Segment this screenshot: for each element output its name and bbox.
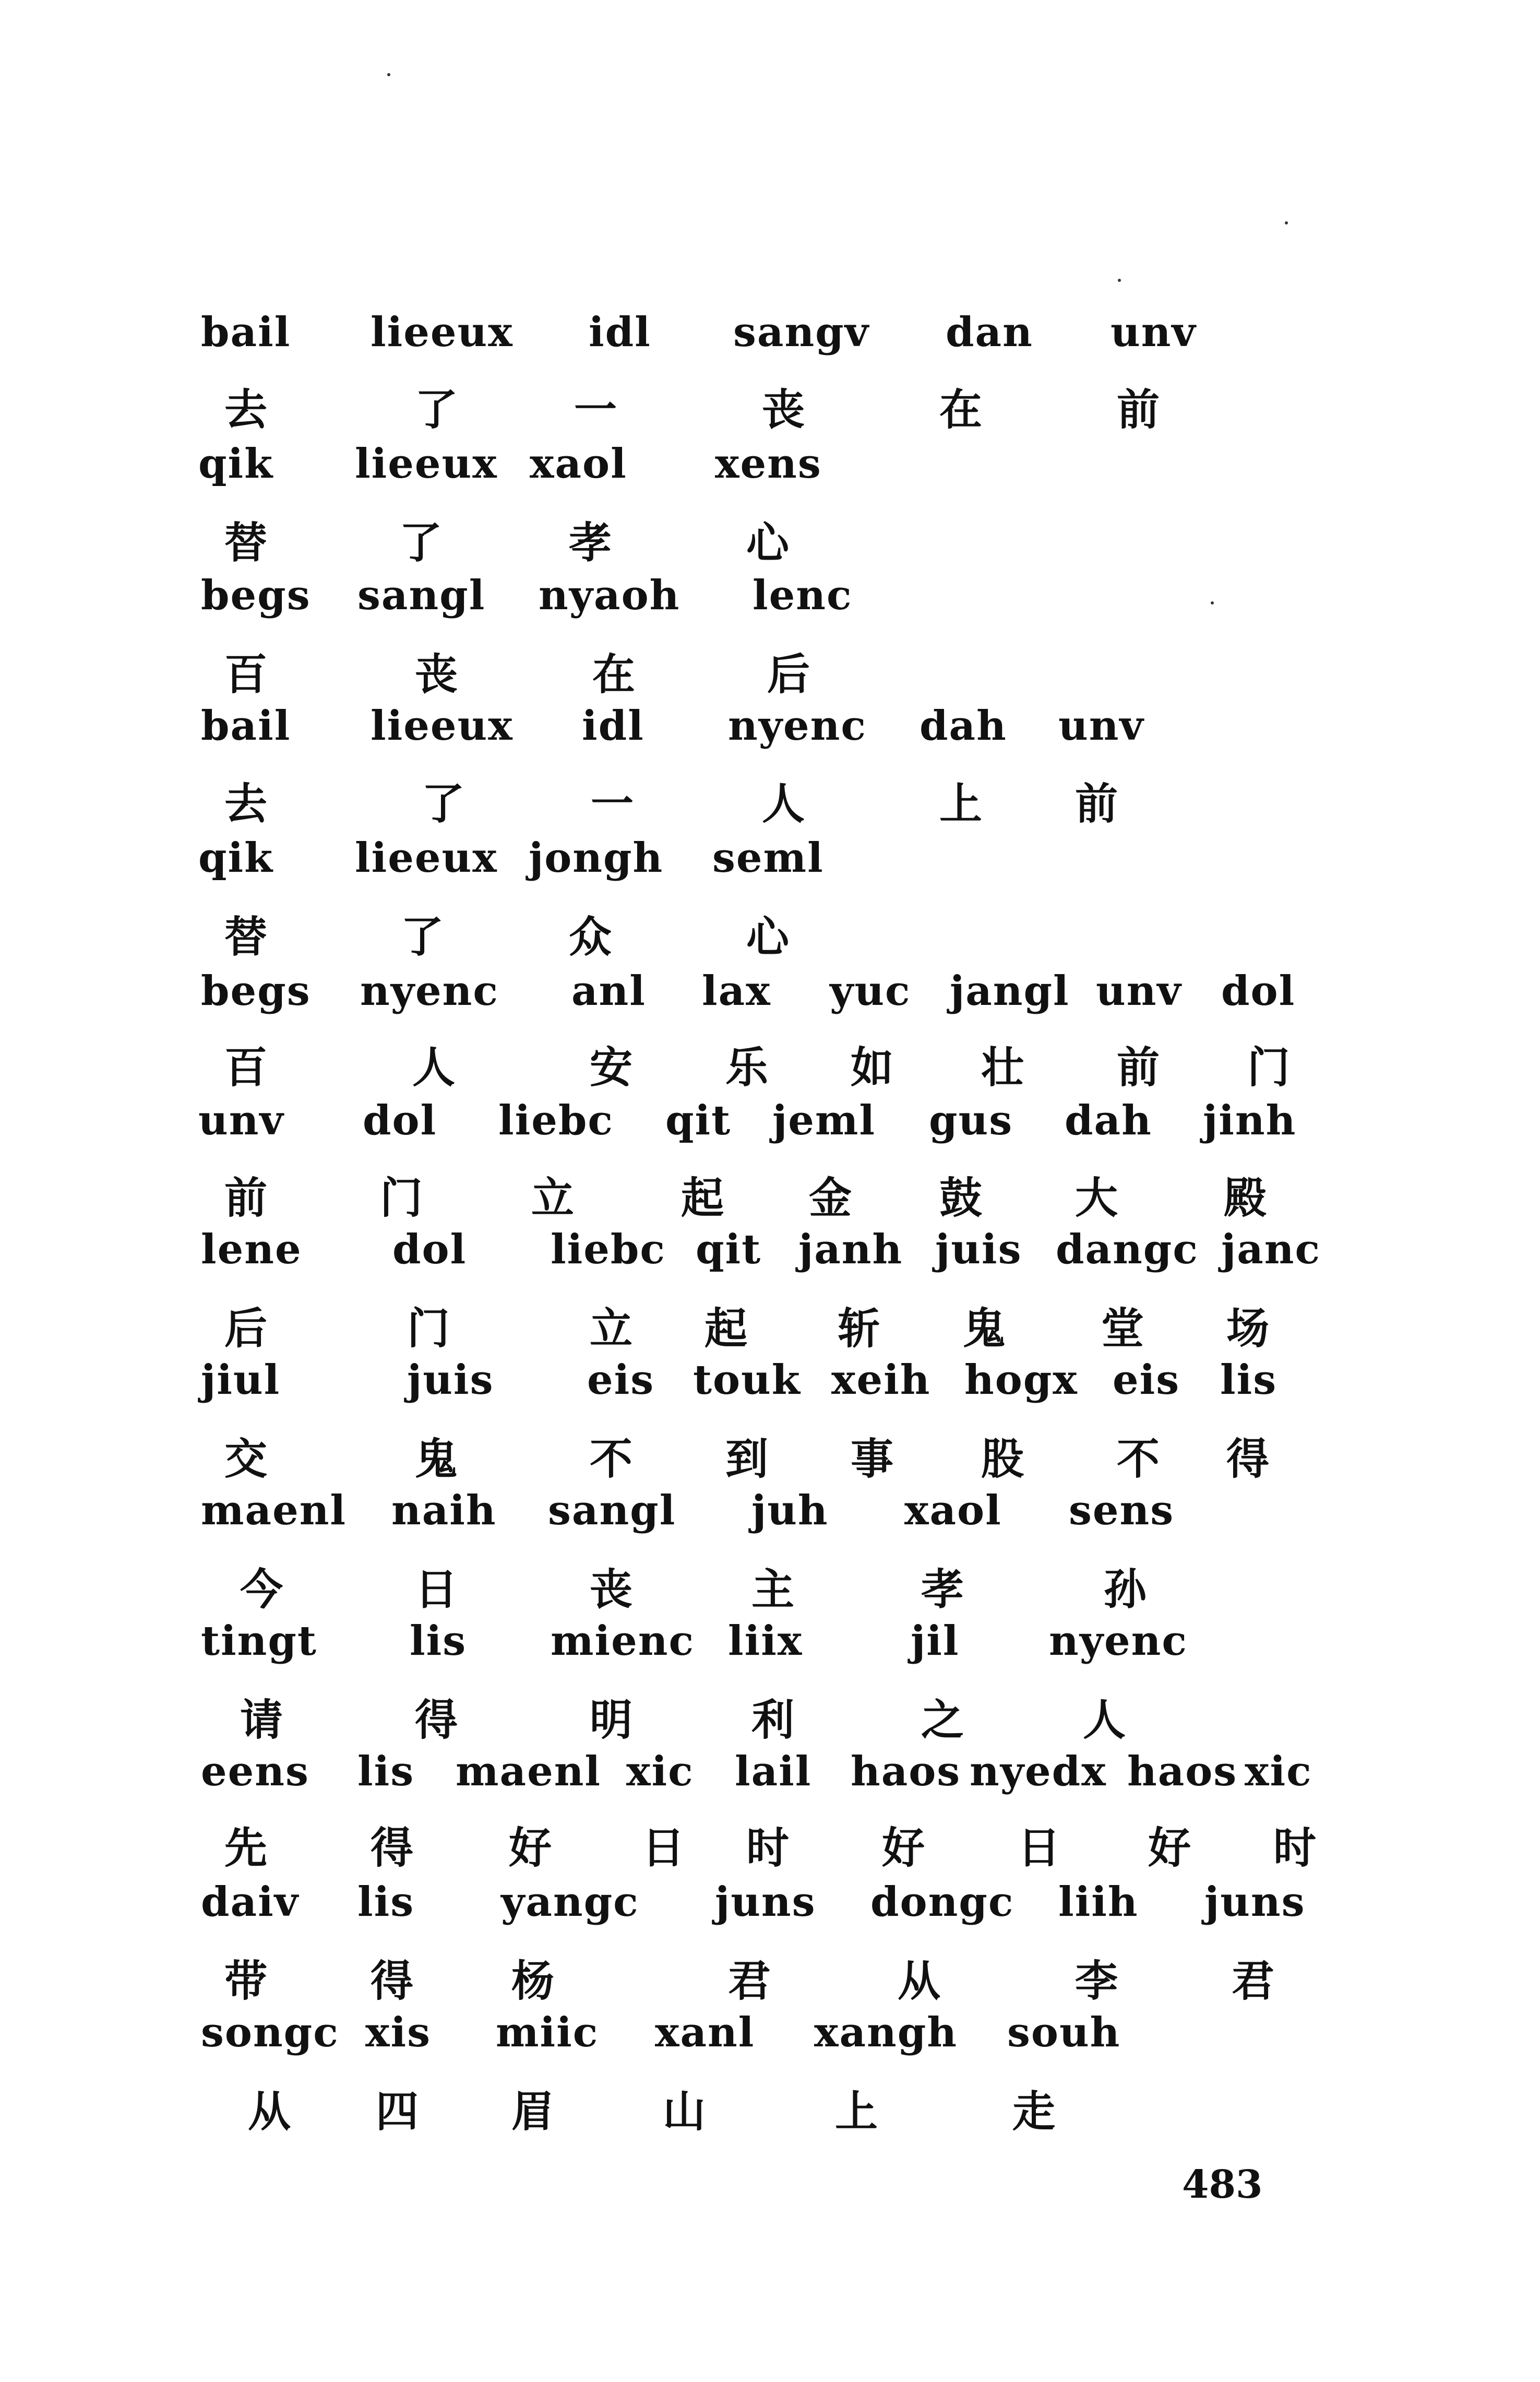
romanized-word: begs bbox=[201, 967, 311, 1015]
chinese-char: 后 bbox=[224, 1304, 268, 1354]
romanized-word: lis bbox=[357, 1878, 415, 1926]
romanized-word: daiv bbox=[201, 1878, 300, 1926]
chinese-char: 君 bbox=[1232, 1957, 1275, 2006]
chinese-char: 日 bbox=[1018, 1823, 1061, 1873]
romanized-word: dangc bbox=[1056, 1226, 1199, 1273]
romanized-word: lene bbox=[201, 1226, 302, 1273]
chinese-char: 上 bbox=[939, 779, 983, 829]
romanized-line bbox=[0, 702, 1540, 784]
romanized-word: jiul bbox=[201, 1356, 281, 1404]
romanized-word: lieeux bbox=[371, 309, 514, 356]
chinese-char: 门 bbox=[380, 1174, 423, 1223]
chinese-char: 了 bbox=[415, 385, 458, 435]
romanized-word: jinh bbox=[1203, 1097, 1297, 1144]
romanized-word: bail bbox=[201, 309, 291, 356]
romanized-word: nyenc bbox=[1049, 1617, 1188, 1665]
chinese-char: 明 bbox=[590, 1696, 633, 1745]
romanized-line bbox=[0, 1226, 1540, 1308]
chinese-char: 孙 bbox=[1104, 1565, 1147, 1615]
romanized-line bbox=[0, 440, 1540, 522]
romanized-word: gus bbox=[929, 1097, 1013, 1144]
romanized-line bbox=[0, 967, 1540, 1049]
romanized-word: xis bbox=[365, 2009, 432, 2056]
chinese-char: 利 bbox=[751, 1696, 795, 1745]
romanized-word: qit bbox=[696, 1226, 762, 1273]
chinese-char: 门 bbox=[1247, 1043, 1291, 1093]
chinese-char: 杨 bbox=[511, 1957, 555, 2006]
romanized-word: naih bbox=[391, 1487, 497, 1534]
print-speck bbox=[387, 73, 390, 76]
chinese-char: 心 bbox=[746, 518, 790, 568]
romanized-word: lis bbox=[410, 1617, 467, 1665]
chinese-char: 鬼 bbox=[415, 1435, 458, 1484]
chinese-char: 安 bbox=[590, 1043, 633, 1093]
romanized-word: lenc bbox=[753, 572, 853, 619]
romanized-word: qit bbox=[665, 1097, 732, 1144]
chinese-char: 请 bbox=[240, 1696, 283, 1745]
chinese-char: 前 bbox=[1075, 779, 1118, 829]
chinese-char: 在 bbox=[939, 385, 983, 435]
chinese-char: 好 bbox=[509, 1823, 552, 1873]
chinese-char: 到 bbox=[725, 1435, 769, 1484]
chinese-char: 鼓 bbox=[939, 1174, 983, 1223]
chinese-char: 金 bbox=[809, 1174, 852, 1223]
chinese-char: 乐 bbox=[725, 1043, 769, 1093]
chinese-char: 心 bbox=[746, 912, 790, 962]
chinese-char: 起 bbox=[681, 1174, 724, 1223]
romanized-word: jangl bbox=[950, 967, 1070, 1015]
romanized-word: haos bbox=[1127, 1748, 1238, 1795]
romanized-word: maenl bbox=[201, 1487, 347, 1534]
chinese-char: 从 bbox=[898, 1957, 941, 2006]
chinese-char: 起 bbox=[705, 1304, 748, 1354]
chinese-char: 四 bbox=[376, 2087, 419, 2137]
chinese-char: 去 bbox=[224, 779, 268, 829]
print-speck bbox=[1118, 279, 1121, 282]
chinese-char: 孝 bbox=[921, 1565, 964, 1615]
romanized-word: miic bbox=[496, 2009, 599, 2056]
chinese-char: 丧 bbox=[590, 1565, 633, 1615]
romanized-word: mienc bbox=[551, 1617, 695, 1665]
chinese-char: 事 bbox=[851, 1435, 894, 1484]
romanized-word: liebc bbox=[498, 1097, 614, 1144]
romanized-word: lail bbox=[735, 1748, 812, 1795]
chinese-char: 百 bbox=[224, 1043, 268, 1093]
romanized-line bbox=[0, 572, 1540, 654]
romanized-word: dol bbox=[363, 1097, 437, 1144]
chinese-char: 山 bbox=[663, 2087, 706, 2137]
chinese-char: 百 bbox=[224, 650, 268, 700]
chinese-char: 主 bbox=[751, 1565, 795, 1615]
romanized-word: sens bbox=[1069, 1487, 1175, 1534]
chinese-char: 立 bbox=[590, 1304, 633, 1354]
romanized-word: xeih bbox=[831, 1356, 931, 1404]
romanized-word: nyedx bbox=[970, 1748, 1107, 1795]
chinese-char: 人 bbox=[412, 1043, 456, 1093]
chinese-char: 时 bbox=[746, 1823, 790, 1873]
romanized-word: xic bbox=[1245, 1748, 1312, 1795]
romanized-word: qik bbox=[198, 834, 274, 882]
romanized-word: xanl bbox=[655, 2009, 755, 2056]
romanized-word: xens bbox=[715, 440, 822, 488]
romanized-word: begs bbox=[201, 572, 311, 619]
romanized-word: lieeux bbox=[355, 834, 498, 882]
romanized-word: janh bbox=[798, 1226, 903, 1273]
chinese-char: 前 bbox=[1117, 385, 1160, 435]
chinese-char: 上 bbox=[835, 2087, 878, 2137]
chinese-char: 眉 bbox=[511, 2087, 555, 2137]
romanized-word: juis bbox=[935, 1226, 1022, 1273]
romanized-word: nyenc bbox=[728, 702, 867, 750]
romanized-word: idl bbox=[589, 309, 651, 356]
chinese-char: 如 bbox=[851, 1043, 894, 1093]
print-speck bbox=[1211, 601, 1214, 605]
romanized-word: touk bbox=[693, 1356, 801, 1404]
chinese-char: 殿 bbox=[1224, 1174, 1267, 1223]
romanized-word: songc bbox=[201, 2009, 339, 2056]
romanized-line bbox=[0, 2009, 1540, 2091]
chinese-char: 在 bbox=[592, 650, 636, 700]
chinese-char: 一 bbox=[574, 385, 617, 435]
chinese-char: 得 bbox=[371, 1957, 414, 2006]
chinese-char: 先 bbox=[224, 1823, 268, 1873]
chinese-char: 今 bbox=[240, 1565, 283, 1615]
romanized-word: unv bbox=[1096, 967, 1182, 1015]
chinese-char: 不 bbox=[1117, 1435, 1160, 1484]
romanized-word: nyenc bbox=[360, 967, 499, 1015]
chinese-char: 李 bbox=[1075, 1957, 1118, 2006]
chinese-char: 去 bbox=[224, 385, 268, 435]
romanized-word: juns bbox=[1204, 1878, 1306, 1926]
romanized-word: dol bbox=[392, 1226, 467, 1273]
chinese-line bbox=[0, 2087, 1540, 2169]
romanized-word: juh bbox=[751, 1487, 829, 1534]
chinese-char: 得 bbox=[1226, 1435, 1270, 1484]
chinese-char: 好 bbox=[882, 1823, 925, 1873]
romanized-line bbox=[0, 1097, 1540, 1179]
romanized-word: dah bbox=[920, 702, 1007, 750]
chinese-char: 前 bbox=[1117, 1043, 1160, 1093]
romanized-word: jongh bbox=[529, 834, 664, 882]
romanized-word: qik bbox=[198, 440, 274, 488]
romanized-word: sangv bbox=[733, 309, 870, 356]
romanized-word: sangl bbox=[548, 1487, 676, 1534]
chinese-char: 交 bbox=[224, 1435, 268, 1484]
romanized-word: unv bbox=[198, 1097, 284, 1144]
romanized-line bbox=[0, 1356, 1540, 1438]
chinese-char: 门 bbox=[407, 1304, 450, 1354]
chinese-char: 堂 bbox=[1101, 1304, 1144, 1354]
romanized-line bbox=[0, 1617, 1540, 1699]
romanized-word: juns bbox=[715, 1878, 816, 1926]
romanized-word: hogx bbox=[964, 1356, 1078, 1404]
romanized-word: nyaoh bbox=[539, 572, 681, 619]
romanized-word: lieeux bbox=[371, 702, 514, 750]
chinese-char: 立 bbox=[531, 1174, 575, 1223]
chinese-char: 替 bbox=[224, 912, 268, 962]
romanized-word: anl bbox=[571, 967, 646, 1015]
chinese-char: 带 bbox=[224, 1957, 268, 2006]
romanized-word: lis bbox=[1220, 1356, 1278, 1404]
romanized-word: lis bbox=[357, 1748, 415, 1795]
chinese-char: 斩 bbox=[838, 1304, 881, 1354]
chinese-char: 了 bbox=[422, 779, 465, 829]
romanized-word: dan bbox=[946, 309, 1033, 356]
chinese-char: 了 bbox=[401, 912, 444, 962]
chinese-char: 大 bbox=[1075, 1174, 1118, 1223]
romanized-word: yuc bbox=[830, 967, 911, 1015]
romanized-word: jeml bbox=[772, 1097, 876, 1144]
print-speck bbox=[1285, 221, 1288, 224]
romanized-word: tingt bbox=[201, 1617, 317, 1665]
romanized-word: lax bbox=[702, 967, 771, 1015]
romanized-word: liebc bbox=[551, 1226, 666, 1273]
chinese-char: 得 bbox=[371, 1823, 414, 1873]
chinese-char: 替 bbox=[224, 518, 268, 568]
romanized-word: janc bbox=[1221, 1226, 1321, 1273]
romanized-line bbox=[0, 1878, 1540, 1960]
chinese-char: 了 bbox=[399, 518, 443, 568]
chinese-char: 好 bbox=[1148, 1823, 1191, 1873]
romanized-line bbox=[0, 309, 1540, 390]
chinese-char: 壮 bbox=[981, 1043, 1024, 1093]
chinese-char: 日 bbox=[415, 1565, 458, 1615]
chinese-char: 君 bbox=[728, 1957, 771, 2006]
romanized-word: unv bbox=[1058, 702, 1144, 750]
chinese-char: 从 bbox=[248, 2087, 291, 2137]
romanized-word: sangl bbox=[357, 572, 486, 619]
chinese-char: 众 bbox=[569, 912, 612, 962]
romanized-word: eis bbox=[1113, 1356, 1180, 1404]
chinese-char: 前 bbox=[224, 1174, 268, 1223]
chinese-char: 孝 bbox=[569, 518, 612, 568]
romanized-word: maenl bbox=[456, 1748, 602, 1795]
chinese-char: 人 bbox=[1083, 1696, 1126, 1745]
chinese-char: 人 bbox=[762, 779, 805, 829]
chinese-char: 之 bbox=[921, 1696, 964, 1745]
romanized-word: xaol bbox=[530, 440, 627, 488]
chinese-char: 丧 bbox=[415, 650, 458, 700]
chinese-char: 鬼 bbox=[963, 1304, 1006, 1354]
chinese-char: 股 bbox=[981, 1435, 1024, 1484]
romanized-word: eens bbox=[201, 1748, 309, 1795]
page-number: 483 bbox=[1182, 2162, 1263, 2207]
romanized-word: eis bbox=[587, 1356, 655, 1404]
chinese-char: 丧 bbox=[762, 385, 805, 435]
romanized-word: haos bbox=[851, 1748, 961, 1795]
romanized-word: yangc bbox=[501, 1878, 639, 1926]
romanized-word: xangh bbox=[814, 2009, 958, 2056]
romanized-line bbox=[0, 1487, 1540, 1569]
romanized-word: jil bbox=[911, 1617, 960, 1665]
romanized-word: bail bbox=[201, 702, 291, 750]
chinese-char: 后 bbox=[767, 650, 810, 700]
romanized-word: liix bbox=[728, 1617, 803, 1665]
romanized-word: unv bbox=[1111, 309, 1197, 356]
chinese-char: 一 bbox=[591, 779, 634, 829]
romanized-word: dongc bbox=[870, 1878, 1014, 1926]
romanized-word: xaol bbox=[904, 1487, 1002, 1534]
romanized-line bbox=[0, 834, 1540, 916]
chinese-char: 走 bbox=[1012, 2087, 1056, 2137]
chinese-char: 日 bbox=[642, 1823, 685, 1873]
romanized-word: xic bbox=[626, 1748, 694, 1795]
romanized-word: lieeux bbox=[355, 440, 498, 488]
romanized-word: juis bbox=[407, 1356, 494, 1404]
romanized-line bbox=[0, 1748, 1540, 1830]
chinese-char: 得 bbox=[415, 1696, 458, 1745]
romanized-word: dah bbox=[1065, 1097, 1152, 1144]
romanized-word: seml bbox=[712, 834, 824, 882]
chinese-char: 不 bbox=[590, 1435, 633, 1484]
chinese-char: 时 bbox=[1273, 1823, 1317, 1873]
romanized-word: souh bbox=[1007, 2009, 1121, 2056]
chinese-char: 场 bbox=[1226, 1304, 1270, 1354]
romanized-word: dol bbox=[1221, 967, 1296, 1015]
romanized-word: idl bbox=[582, 702, 644, 750]
romanized-word: liih bbox=[1058, 1878, 1139, 1926]
